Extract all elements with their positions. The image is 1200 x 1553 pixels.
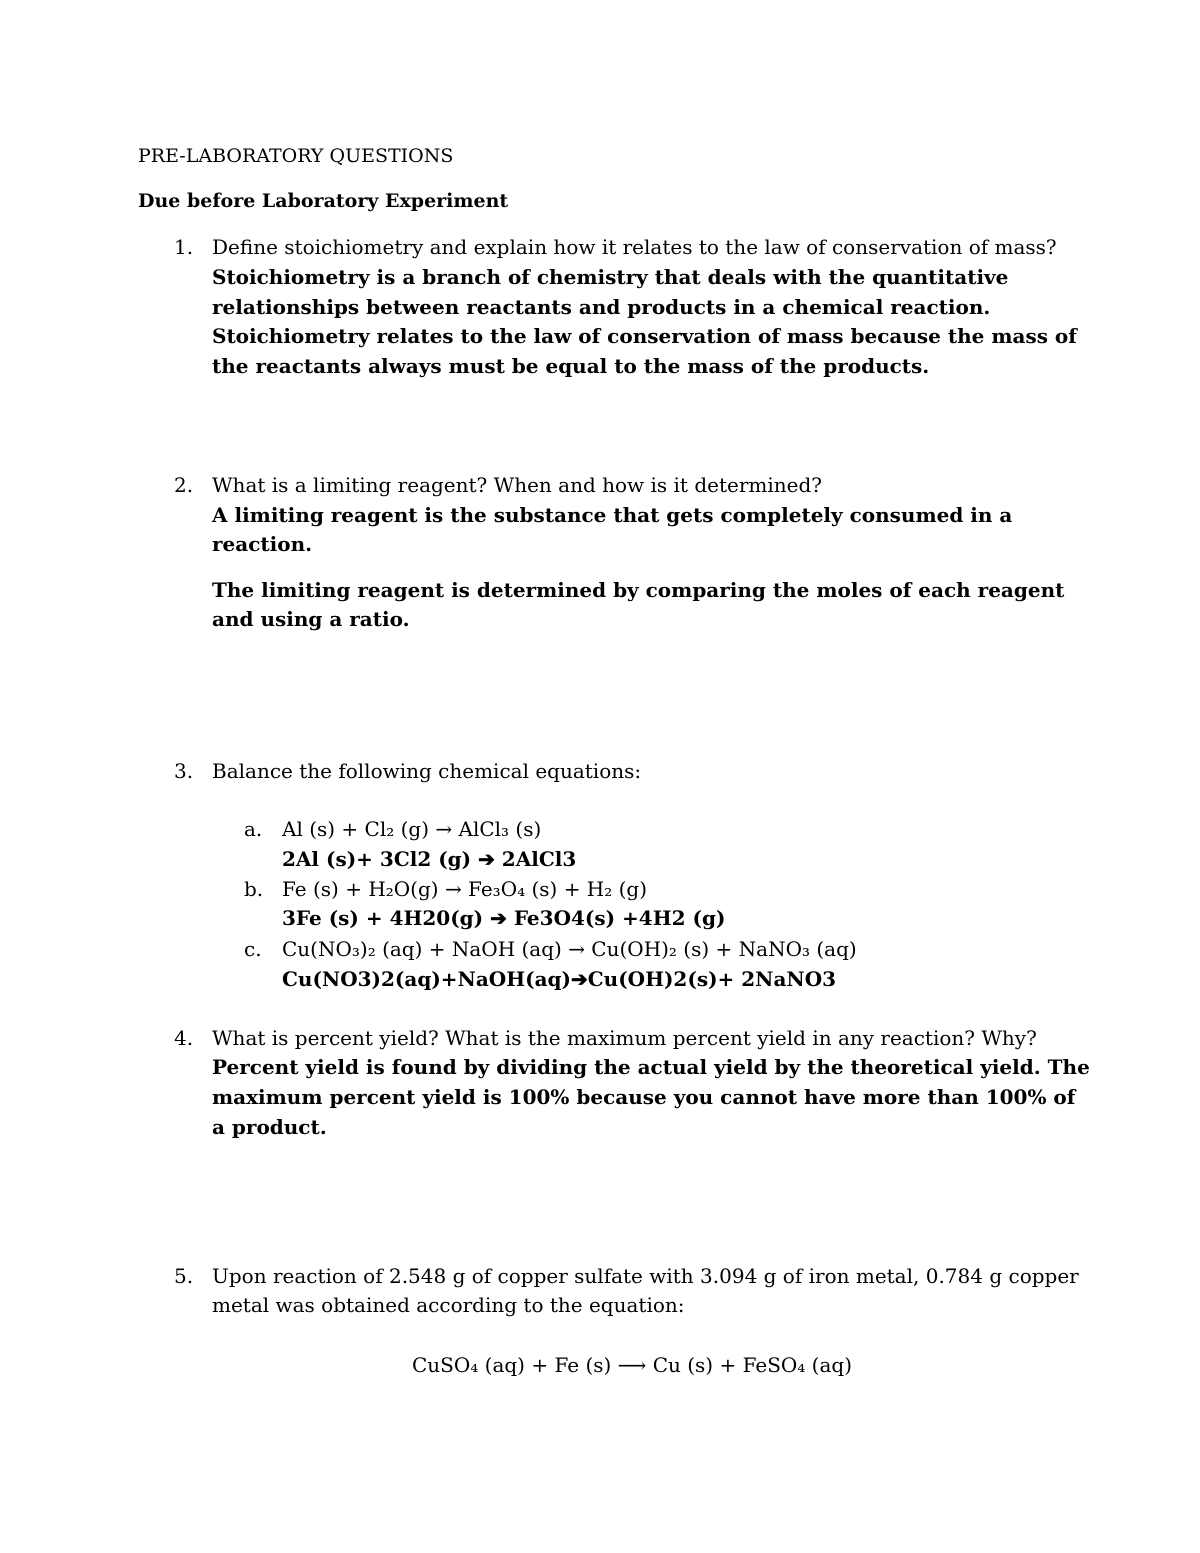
answer-line: maximum percent yield is 100% because you cannot have more than 100% of xyxy=(212,1085,1076,1109)
answer-line: a product. xyxy=(212,1115,327,1139)
question-number: 5. xyxy=(174,1264,194,1288)
chemical-equation: Cu(NO₃)₂ (aq) + NaOH (aq) → Cu(OH)₂ (s) + NaNO₃ (aq) xyxy=(282,937,857,961)
answer-line: Percent yield is found by dividing the actual yield by the theoretical yield. The xyxy=(212,1055,1090,1079)
question-text: What is percent yield? What is the maximum percent yield in any reaction? Why? xyxy=(212,1026,1037,1050)
answer-line: The limiting reagent is determined by comparing the moles of each reagent xyxy=(212,578,1065,602)
question-number: 4. xyxy=(174,1026,194,1050)
chemical-equation: Fe (s) + H₂O(g) → Fe₃O₄ (s) + H₂ (g) xyxy=(282,877,648,901)
part-letter: b. xyxy=(244,877,264,901)
answer-line: Stoichiometry relates to the law of conservation of mass because the mass of xyxy=(212,324,1077,348)
question-number: 1. xyxy=(174,235,194,259)
answer-line: Stoichiometry is a branch of chemistry that deals with the quantitative xyxy=(212,265,1009,289)
question-number: 2. xyxy=(174,473,194,497)
answer-line: A limiting reagent is the substance that gets completely consumed in a xyxy=(212,503,1013,527)
answer-line: and using a ratio. xyxy=(212,607,410,631)
question-text: What is a limiting reagent? When and how is it determined? xyxy=(212,473,822,497)
part-letter: c. xyxy=(244,937,262,961)
answer-line: relationships between reactants and products in a chemical reaction. xyxy=(212,295,991,319)
page-subtitle: Due before Laboratory Experiment xyxy=(138,190,509,212)
question-text-continued: metal was obtained according to the equation: xyxy=(212,1293,685,1317)
balanced-equation: Cu(NO3)2(aq)+NaOH(aq)➔Cu(OH)2(s)+ 2NaNO3 xyxy=(282,967,837,991)
chemical-equation: Al (s) + Cl₂ (g) → AlCl₃ (s) xyxy=(282,817,542,841)
reaction-equation: CuSO₄ (aq) + Fe (s) ⟶ Cu (s) + FeSO₄ (aq) xyxy=(412,1353,852,1377)
answer-line: reaction. xyxy=(212,532,313,556)
balanced-equation: 3Fe (s) + 4H20(g) ➔ Fe3O4(s) +4H2 (g) xyxy=(282,906,726,930)
balanced-equation: 2Al (s)+ 3Cl2 (g) ➔ 2AlCl3 xyxy=(282,847,577,871)
question-text: Balance the following chemical equations: xyxy=(212,759,642,783)
part-letter: a. xyxy=(244,817,263,841)
answer-line: the reactants always must be equal to the mass of the products. xyxy=(212,354,930,378)
question-number: 3. xyxy=(174,759,194,783)
question-text: Define stoichiometry and explain how it relates to the law of conservation of mass? xyxy=(212,235,1057,259)
question-text: Upon reaction of 2.548 g of copper sulfate with 3.094 g of iron metal, 0.784 g copper xyxy=(212,1264,1079,1288)
page-title: PRE-LABORATORY QUESTIONS xyxy=(138,145,454,167)
